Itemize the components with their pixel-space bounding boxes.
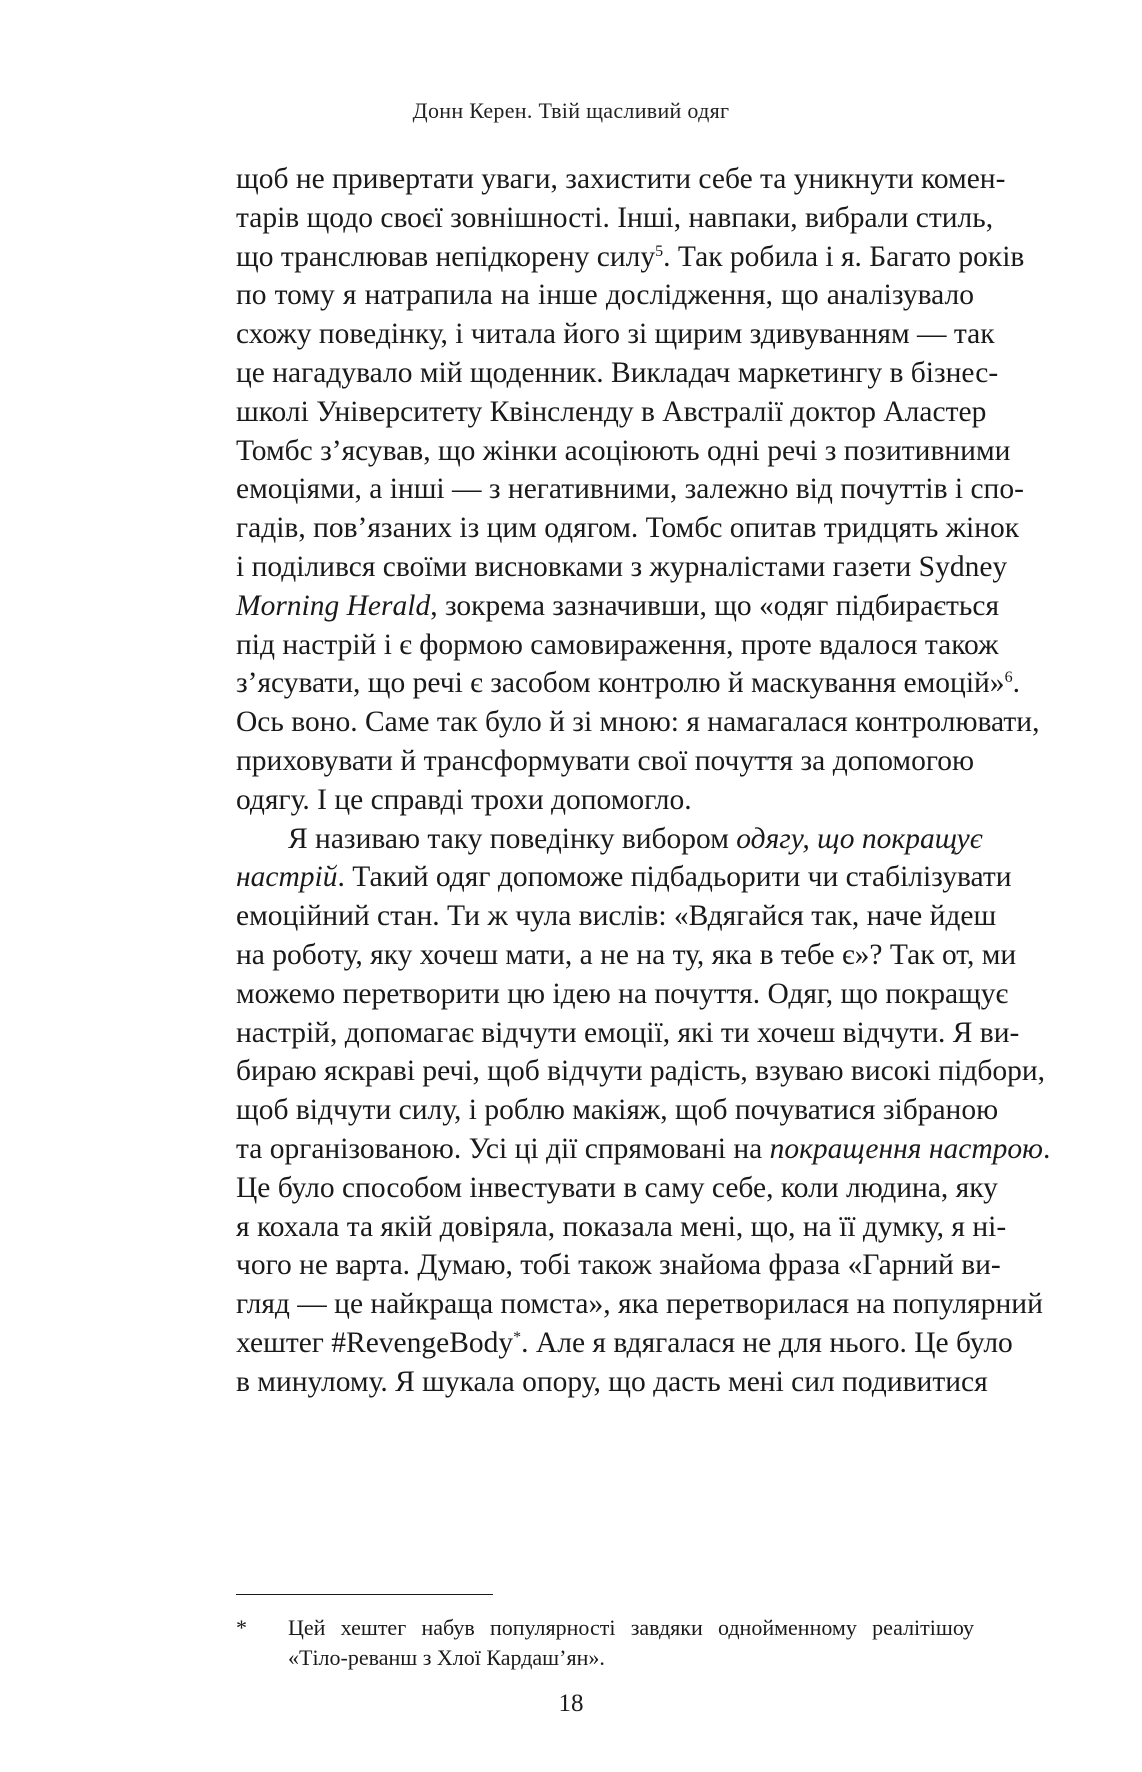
text-line — [236, 587, 1000, 626]
text-line — [236, 1324, 1013, 1363]
text-line — [236, 936, 1017, 975]
text-line — [236, 664, 1020, 703]
text-line — [236, 1208, 1007, 1247]
emphasis-text: Morning Herald — [236, 589, 431, 622]
line-text: це нагадувало мій щоденник. Викладач маркетингу в бізнес- — [236, 356, 999, 389]
line-text: що транслював непідкорену силу — [236, 240, 656, 273]
text-line — [236, 548, 1008, 587]
line-text: гляд — це найкраща помста», яка перетворилася на популярний — [236, 1288, 1043, 1321]
line-text: Ось воно. Саме так було й зі мною: я намагалася контролювати, — [236, 706, 1040, 739]
footnote — [236, 1613, 974, 1673]
text-line — [236, 432, 1011, 471]
line-text: я кохала та якій довіряла, показала мені, що, на її думку, я ні- — [236, 1210, 1007, 1243]
line-text: , зокрема зазначивши, що «одяг підбирається — [430, 589, 1000, 622]
line-text: емоційний стан. Ти ж чула вислів: «Вдягайся так, наче йдеш — [236, 900, 997, 933]
text-line — [236, 1052, 1046, 1091]
line-text: Томбс з’ясував, що жінки асоціюють одні речі з позитивними — [236, 434, 1011, 467]
text-line — [236, 509, 1020, 548]
text-line — [236, 470, 1024, 509]
text-line — [236, 354, 999, 393]
body-text — [236, 160, 1051, 1402]
text-line — [236, 1130, 1051, 1169]
text-line — [236, 160, 1006, 199]
line-text: на роботу, яку хочеш мати, а не на ту, яка в тебе є»? Так от, ми — [236, 938, 1017, 971]
line-text: . Так робила і я. Багато років — [663, 240, 1025, 273]
text-line — [236, 1014, 1020, 1053]
text-line — [236, 897, 997, 936]
line-text: бираю яскраві речі, щоб відчути радість, взуваю високі підбори, — [236, 1055, 1046, 1088]
text-line — [236, 742, 974, 781]
text-line — [236, 626, 999, 665]
line-text: і поділився своїми висновками з журналістами газети Sydney — [236, 550, 1008, 583]
text-line — [236, 858, 1012, 897]
line-text: одягу. І це справді трохи допомогло. — [236, 783, 692, 816]
text-line — [236, 781, 974, 820]
line-text: тарів щодо своєї зовнішності. Інші, навпаки, вибрали стиль, — [236, 201, 994, 234]
emphasis-text: покращення настрою — [769, 1132, 1043, 1165]
page-number: 18 — [558, 1690, 584, 1717]
line-text: Я називаю таку поведінку вибором — [288, 822, 737, 855]
running-header: Донн Керен. Твій щасливий одяг — [412, 98, 730, 123]
text-line — [236, 276, 974, 315]
text-line — [236, 975, 1009, 1014]
emphasis-text: настрій — [236, 861, 338, 894]
line-text: по тому я натрапила на інше дослідження, що аналізувало — [236, 279, 974, 312]
line-text: . — [1042, 1132, 1051, 1165]
text-line — [236, 1285, 1043, 1324]
line-text: гадів, пов’язаних із цим одягом. Томбс опитав тридцять жінок — [236, 512, 1020, 545]
text-line — [236, 1091, 999, 1130]
line-text: . Такий одяг допоможе підбадьорити чи стабілізувати — [337, 861, 1012, 894]
line-text: . Але я вдягалася не для нього. Це було — [521, 1326, 1013, 1359]
text-line — [236, 1169, 998, 1208]
text-line — [236, 1363, 988, 1402]
text-line — [236, 820, 983, 859]
text-line — [236, 315, 995, 354]
text-line — [236, 238, 1025, 277]
footnote-divider — [236, 1594, 493, 1595]
line-text: можемо перетворити цю ідею на почуття. Одяг, що покращує — [236, 977, 1009, 1010]
line-text: настрій, допомагає відчути емоції, які ти хочеш відчути. Я ви- — [236, 1016, 1020, 1049]
text-line — [236, 199, 994, 238]
line-text: приховувати й трансформувати свої почуття за допомогою — [236, 744, 974, 777]
footnote-ref: * — [513, 1328, 522, 1346]
line-text: школі Університету Квінсленду в Австралії доктор Аластер — [236, 395, 987, 428]
text-line — [236, 1246, 1001, 1285]
line-text: хештег #RevengeBody — [236, 1326, 514, 1359]
footnote-text — [288, 1613, 974, 1673]
line-text: схожу поведінку, і читала його зі щирим здивуванням — так — [236, 318, 995, 351]
line-text: чого не варта. Думаю, тобі також знайома фраза «Гарний ви- — [236, 1249, 1001, 1282]
footnote-line: «Тіло-реванш з Хлої Кардаш’ян». — [288, 1645, 605, 1670]
text-line — [236, 393, 987, 432]
line-text: емоціями, а інші — з негативними, залежно від почуттів і спо- — [236, 473, 1024, 506]
line-text: щоб не привертати уваги, захистити себе та уникнути комен- — [236, 163, 1006, 195]
footnote-line: Цей хештег набув популярності завдяки однойменному реалітішоу — [288, 1615, 974, 1640]
line-text: Це було способом інвестувати в саму себе, коли людина, яку — [236, 1171, 998, 1204]
line-text: та організованою. Усі ці дії спрямовані на — [236, 1132, 770, 1165]
line-text: під настрій і є формою самовираження, проте вдалося також — [236, 628, 999, 661]
text-line — [236, 703, 1040, 742]
emphasis-text: одягу, що покращує — [736, 822, 983, 855]
footnote-marker: * — [236, 1615, 247, 1640]
line-text: з’ясувати, що речі є засобом контролю й маскування емоцій» — [236, 667, 1005, 700]
footnote-ref: 5 — [655, 242, 664, 260]
footnote-ref: 6 — [1004, 669, 1013, 687]
line-text: щоб відчути силу, і роблю макіяж, щоб почуватися зібраною — [236, 1094, 999, 1127]
line-text: в минулому. Я шукала опору, що дасть мені сил подивитися — [236, 1365, 988, 1398]
line-text: . — [1012, 667, 1020, 700]
